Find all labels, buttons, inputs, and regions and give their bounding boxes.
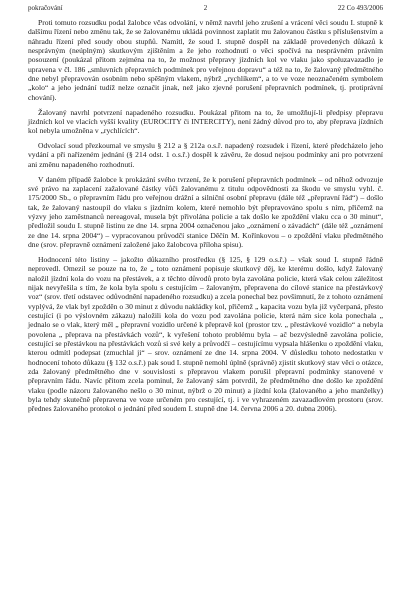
paragraph-appeal: Proti tomuto rozsudku podal žalobce včas odvolání, v němž navrhl jeho zrušení a vrácení věci soudu I. stupně k dalšímu řízení nebo změnu tak, že se žalovanému ukládá povinnost zaplatit mu žalovanou částku s příslušenstvím a náhradu řízení před soudy obou stupňů. Namítl, že soud I. stupně dospěl na základě provedených důkazů k nesprávným (neúplným) skutkovým zjištěním a že jeho rozhodnutí o věci spočívá na nesprávném právním posouzení (poukázal přitom zejména na to, že možnost přepravy jízdních kol ve vlaku jako spoluzavazadlo je upravena v čl. 186 „smluvních přepravních podmínek pro veřejnou dopravu“ a též na to, že žalovaný předmětného dne nebyl přepravován osobním nebo spěšným vlakem, nýbrž „rychlíkem“, a to ve voze neoznačeném symbolem „kolo“ a jeho jednání tudíž nelze označit jinak, než jako zjevné porušení přepravních podmínek, tj. protiprávní chování). xyxy=(28,18,383,102)
paragraph-court-review: Odvolací soud přezkoumal ve smyslu § 212 a § 212a o.s.ř. napadený rozsudek i řízení, které předcházelo jeho vydání a při nařízeném jednání (§ 214 odst. 1 o.s.ř.) dospěl k závěru, že dosud nejsou podmínky ani pro potvrzení ani změnu napadeného rozhodnutí. xyxy=(28,141,383,169)
paragraph-defendant-response: Žalovaný navrhl potvrzení napadeného rozsudku. Poukázal přitom na to, že umožňují-li předpisy přepravu jízdních kol ve vlacích vyšší kvality (EUROCITY či INTERCITY), není žádný důvod pro to, aby přeprava jízdních kol nebyla umožněna v „rychlících“. xyxy=(28,107,383,136)
page-header xyxy=(28,4,383,13)
paragraph-evaluation: Hodnocení této listiny – jakožto důkazního prostředku (§ 125, § 129 o.s.ř.) – však soud I. stupně řádně neprovedl. Omezil se pouze na to, že „ toto oznámení popisuje skutkový děj, ke kterému došlo, když žalovaný naložil jízdní kola do vozu na přestávek, a z těchto důvodů proto byla zavolána policie, která však celou záležitost nijak nevyřešila s tím, že kola byla spolu s cestujícím – žalovaným, přepravena do cílové stanice na přestávkový voz“ (srov. třetí odstavec odůvodnění napadeného rozsudku) a zcela ponechal bez povšimnutí, že z tohoto oznámení vyplývá, že vlak byl zpožděn o 30 minut z důvodu nakládky kol, přičemž „ kapacita vozu byla již vyčerpaná, přesto cestující (i po výslovném zákazu) naložili kola do vozu pod zavolána policie, která nám sice kola ponechala „ jednalo se o vlak, který měl „ přepravní vozidlo určené k přepravě kol (prostor tzv. „ přestávkové vozidlo“ a nebyla povolena „ přeprava na přestávkách vozů“, k vyřešení tohoto problému byla – ač bezvýsledně zavolána policie, cestující se přestávkou na přestávkách vozů si své kely a průvodčí – cestujícímu vypsala hlášenku o zpoždění vlaku, kterou odmítl podepsat (zmuchlal ji“ – srov. oznámení ze dne 14. srpna 2004. V důsledku tohoto nedostatku v hodnocení tohoto důkazu (§ 132 o.s.ř.) pak soud I. stupně nemohl úplně (správně) zjistit skutkový stav věci o otázce, zda žalovaný předmětného dne v souvislosti s přepravou vlakem porušil přepravní podmínky stanovené v přepravním řádu. Navíc přitom zcela pominul, že žalovaný sám potvrdil, že předmětného dne došlo ke zpoždění vlaku (podle názoru žalovaného nešlo o 30 minut, nýbrž o 20 minut) a jízdní kola (žalovaného a jeho manželky) byla tehdy skutečně přepravena ve voze určeném pro cestující, tj. i ve vyhrazeném zavazadlovém prostoru (srov. přednes žalovaného protokol o jednání před soudem I. stupně dne 14. června 2006 a 20. dubna 2006). xyxy=(28,254,383,414)
header-continuation-label: pokračování xyxy=(28,4,63,12)
page-number: 2 xyxy=(203,4,208,12)
case-number: 22 Co 493/2006 xyxy=(337,4,383,12)
paragraph-evidence: V daném případě žalobce k prokázání svého tvrzení, že k porušení přepravních podmínek – od něhož odvozuje své právo na zaplacení zažalované částky vůči žalovanému z titulu odpovědnosti za škodu ve smyslu vyhl. č. 175/2000 Sb., o přepravním řádu pro veřejnou drážní a silniční osobní přepravu (dále též „přepravní řád“) – došlo tak, že žalovaný nastoupil do vlaku s jízdním kolem, které nemohlo být přepravováno spolu s ním, přičemž na výzvy jeho zaměstnanců nereagoval, musela být přivolána policie a tak došlo ke zpoždění vlaku cca o 30 minut“, předložil soudu I. stupně listinu ze dne 14. srpna 2004 označenou jako „oznámení o závadách“ (dále též „oznámení ze dne 14. srpna 2004“) – vypracovanou průvodčí stanice Děčín M. Kořínkovou – o zpoždění vlaku předmětného dne (srov. přepravně oznámení založené jako žalobcova příloha spisu). xyxy=(28,174,383,250)
